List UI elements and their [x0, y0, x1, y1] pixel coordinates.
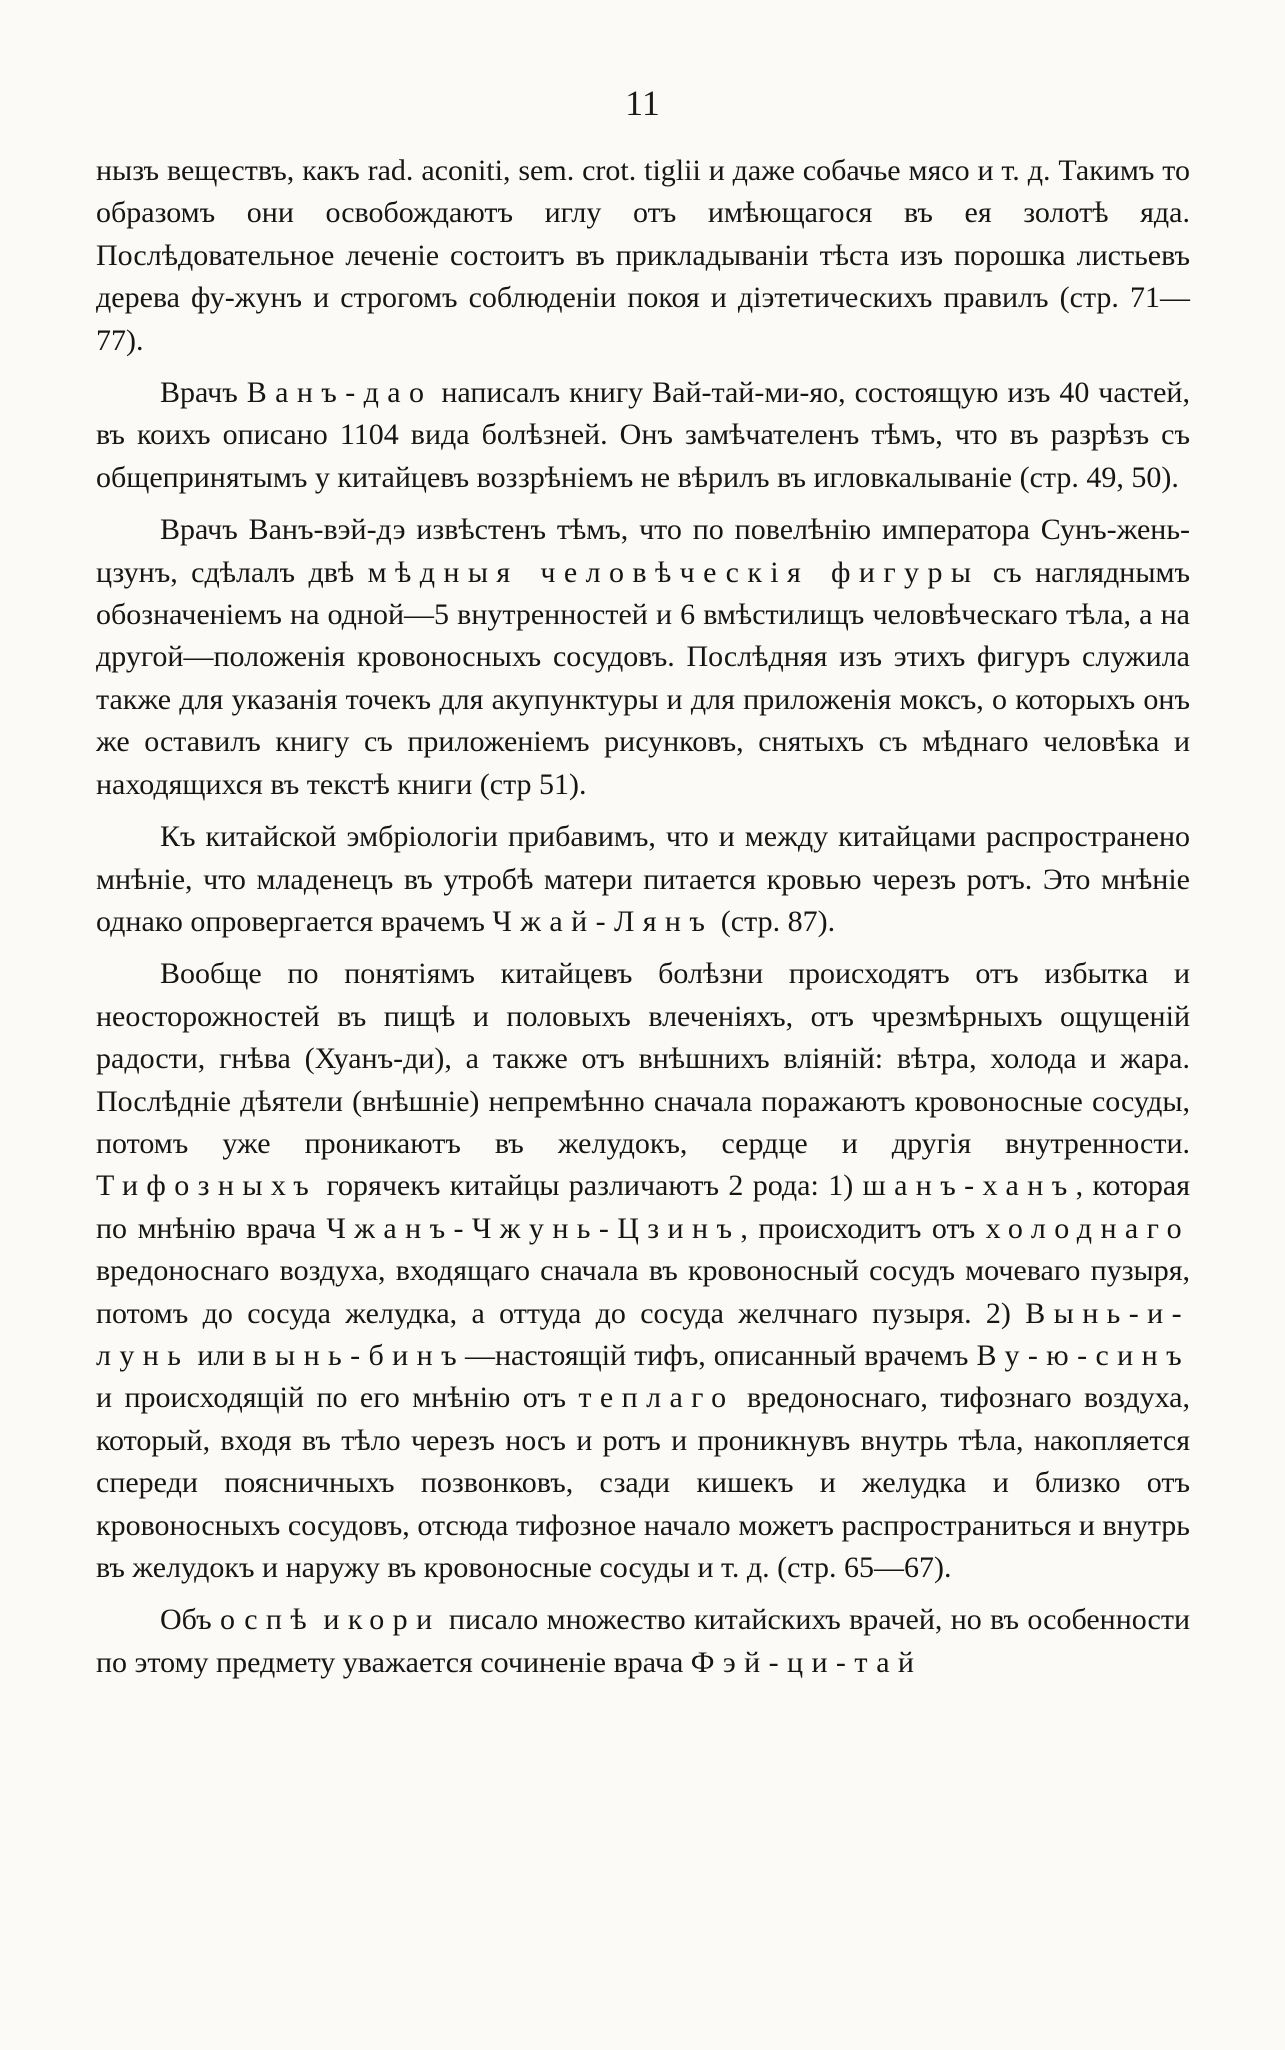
paragraph — [96, 1599, 1190, 1684]
spaced-emphasis-text: оспѣ — [220, 1603, 316, 1637]
text-run: горячекъ китайцы различаютъ 2 рода: 1) — [317, 1169, 863, 1203]
spaced-emphasis-text: кори — [347, 1603, 441, 1637]
spaced-emphasis-text: Чжай-Лянъ — [492, 904, 714, 938]
text-run: , происходитъ отъ — [740, 1211, 986, 1245]
spaced-emphasis-text: Чжанъ-Чжунь-Цзинъ — [326, 1211, 741, 1245]
spaced-emphasis-text: вынь-бинъ — [252, 1338, 465, 1372]
text-run: нызъ веществъ, какъ rad. aconiti, sem. crot. tiglii и даже собачье мясо и т. д. Такимъ то образомъ они освобождаютъ иглу отъ имѣющагося въ ея золотѣ яда. Послѣдовательное леченіе состоитъ въ прикладываніи тѣста изъ порошка листьевъ дерева фу-жунъ и строгомъ соблюденіи покоя и діэтетическихъ правилъ (стр. 71—77). — [96, 154, 1190, 357]
text-run: и — [315, 1603, 348, 1637]
paragraph — [96, 509, 1190, 806]
text-run: вредоноснаго, тифознаго воздуха, который, входя въ тѣло черезъ носъ и ротъ и проникнувъ внутрь тѣла, накопляется спереди поясничныхъ позвонковъ, сзади кишекъ и желудка и близко отъ кровоносныхъ сосудовъ, отсюда тифозное начало можетъ распространиться и внутрь въ желудокъ и наружу въ кровоносные сосуды и т. д. (стр. 65—67). — [96, 1381, 1190, 1584]
spaced-emphasis-text: Ванъ-дао — [246, 376, 433, 410]
text-run: Объ — [160, 1603, 221, 1637]
spaced-emphasis-text: шанъ-ханъ — [862, 1169, 1076, 1203]
spaced-emphasis-text: мѣдныя человѣческія фигуры — [367, 555, 980, 589]
text-run: Врачъ Ванъ-вэй-дэ извѣстенъ тѣмъ, что по повелѣнію императора Сунъ-жень-цзунъ, сдѣлалъ двѣ — [96, 513, 1190, 589]
text-run: съ нагляднымъ обозначеніемъ на одной—5 внутренностей и 6 вмѣстилищъ человѣческаго тѣла, а на другой—положенія кровоносныхъ сосудовъ. Послѣдняя изъ этихъ фигуръ служила также для указанія точекъ для акупунктуры и для приложенія моксъ, о которыхъ онъ же оставилъ книгу съ приложеніемъ рисунковъ, снятыхъ съ мѣднаго человѣка и находящихся въ текстѣ книги (стр 51). — [96, 555, 1191, 801]
spaced-emphasis-text: Тифозныхъ — [96, 1169, 318, 1203]
spaced-emphasis-text: теплаго — [578, 1381, 735, 1415]
text-run: написалъ книгу Вай-тай-ми-яо, состоящую изъ 40 частей, въ коихъ описано 1104 вида болѣзней. Онъ замѣчателенъ тѣмъ, что въ разрѣзъ съ общепринятымъ у китайцевъ воззрѣніемъ не вѣрилъ въ игловкалываніе (стр. 49, 50). — [96, 376, 1190, 494]
paragraph — [96, 953, 1190, 1589]
text-run: вредоноснаго воздуха, входящаго сначала въ кровоносный сосудъ мочеваго пузыря, потомъ до сосуда желудка, а оттуда до сосуда желчнаго пузыря. 2) — [96, 1254, 1190, 1330]
text-run: (стр. 87). — [713, 904, 836, 938]
spaced-emphasis-text: холоднаго — [985, 1211, 1190, 1245]
paragraph — [96, 816, 1190, 943]
paragraph — [96, 372, 1190, 499]
body-text — [96, 150, 1190, 1694]
text-run: , которая по мнѣнію врача — [96, 1169, 1190, 1245]
text-run: —настоящій тифъ, описанный врачемъ — [465, 1338, 977, 1372]
spaced-emphasis-text: Фэй-ци-тай — [690, 1645, 923, 1679]
page-number: 11 — [625, 83, 660, 123]
text-run: и происходящій по его мнѣнію отъ — [96, 1381, 579, 1415]
spaced-emphasis-text: Вынь-и-лунь — [96, 1296, 1190, 1372]
text-run: или — [189, 1338, 253, 1372]
text-run: Къ китайской эмбріологіи прибавимъ, что и между китайцами распространено мнѣніе, что младенецъ въ утробѣ матери питается кровью черезъ ротъ. Это мнѣніе однако опровергается врачемъ — [96, 820, 1190, 938]
paragraph — [96, 150, 1190, 362]
text-run: Вообще по понятіямъ китайцевъ болѣзни происходятъ отъ избытка и неосторожностей въ пищѣ и половыхъ влеченіяхъ, отъ чрезмѣрныхъ ощущеній радости, гнѣва (Хуанъ-ди), а также отъ внѣшнихъ вліяній: вѣтра, холода и жара. Послѣдніе дѣятели (внѣшніе) непремѣнно сначала поражаютъ кровоносные сосуды, потомъ уже проникаютъ въ желудокъ, сердце и другія внутренности. — [96, 957, 1190, 1160]
text-run: Врачъ — [160, 376, 247, 410]
text-run: писало множество китайскихъ врачей, но въ особенности по этому предмету уважается сочиненіе врача — [96, 1603, 1190, 1679]
spaced-emphasis-text: Ву-ю-синъ — [976, 1338, 1190, 1372]
